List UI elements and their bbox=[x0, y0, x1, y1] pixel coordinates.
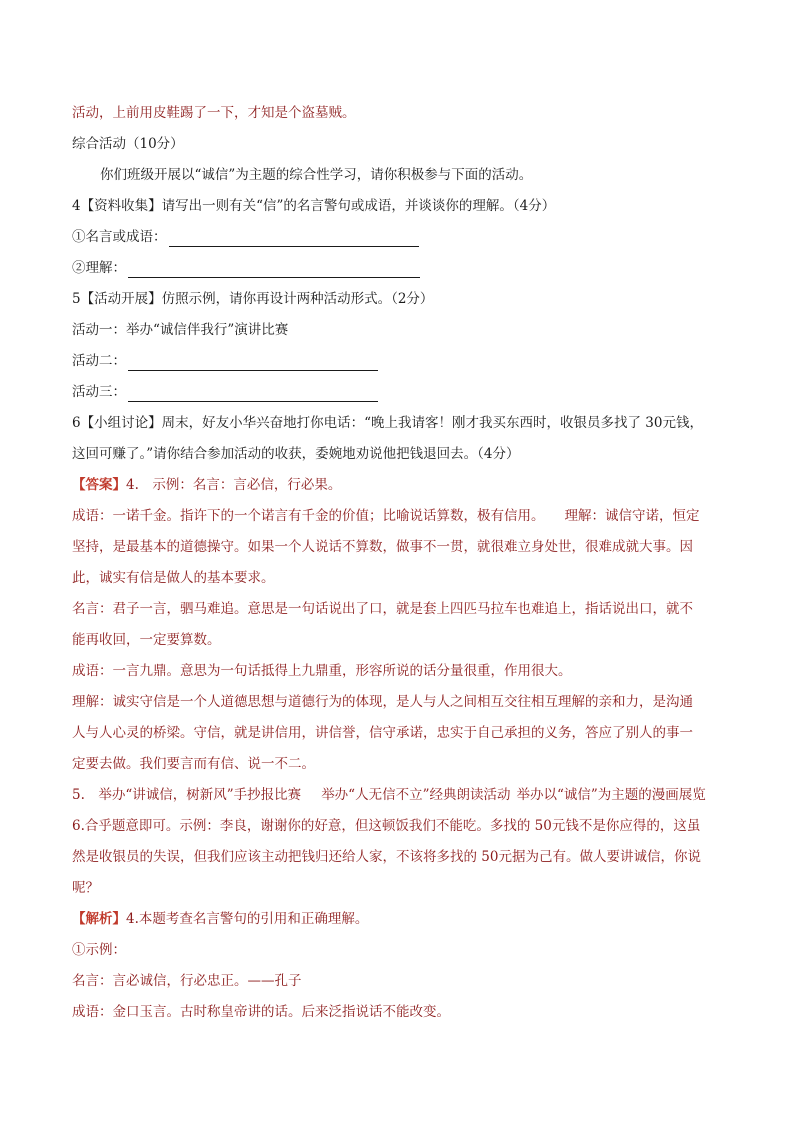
answer-blank[interactable] bbox=[128, 383, 378, 402]
answer-text: 然是收银员的失误，但我们应该主动把钱归还给人家，不该将多找的 50元据为己有。做人要讲诚信，你说 bbox=[72, 849, 701, 865]
answer-text: 理解：诚实守信是一个人道德思想与道德行为的体现，是人与人之间相互交往相互理解的亲和力，是沟通 bbox=[72, 694, 693, 710]
activity-label: 活动二： bbox=[72, 353, 126, 369]
answer-text: 能再收回，一定要算数。 bbox=[72, 632, 221, 648]
answer-text: 5. 举办“讲诚信，树新风”手抄报比赛 举办“人无信不立”经典朗读活动 举办以“诚信”为主题的漫画展览 bbox=[72, 787, 706, 803]
question-4: 4【资料收集】请写出一则有关“信”的名言警句或成语，并谈谈你的理解。（4分） bbox=[72, 198, 556, 214]
answer-line-1 bbox=[72, 222, 724, 253]
answer-blank[interactable] bbox=[128, 259, 420, 278]
question-6-cont: 这回可赚了。”请你结合参加活动的收获，委婉地劝说他把钱退回去。（4分） bbox=[72, 446, 520, 462]
analysis-tag: 【解析】 bbox=[72, 911, 126, 927]
section-heading: 综合活动（10分） bbox=[72, 136, 184, 152]
answer-heading: 【答案】4. 示例：名言：言必信，行必果。 bbox=[72, 477, 342, 493]
answer-label: ①名言或成语： bbox=[72, 229, 167, 245]
activity-example: 活动一：举办“诚信伴我行”演讲比赛 bbox=[72, 322, 289, 338]
answer-text: 名言：君子一言，驷马难追。意思是一句话说出了口，就是套上四匹马拉车也难追上，指话说出口，就不 bbox=[72, 601, 693, 617]
answer-text: 定要去做。我们要言而有信、说一不二。 bbox=[72, 756, 315, 772]
question-6: 6【小组讨论】周末，好友小华兴奋地打你电话：“晚上我请客！刚才我买东西时，收银员多找了 30元钱， bbox=[72, 415, 703, 431]
document-page bbox=[72, 98, 724, 1028]
activity-line-3 bbox=[72, 377, 724, 408]
answer-line-2 bbox=[72, 253, 724, 284]
answer-text: 人与人心灵的桥梁。守信，就是讲信用，讲信誉，信守承诺，忠实于自己承担的义务，答应了别人的事一 bbox=[72, 725, 693, 741]
answer-text: 成语：一诺千金。指许下的一个诺言有千金的价值；比喻说话算数，极有信用。 理解：诚信守诺，恒定 bbox=[72, 508, 700, 524]
answer-text: 呢？ bbox=[72, 880, 99, 896]
analysis-text: 成语：金口玉言。古时称皇帝讲的话。后来泛指说话不能改变。 bbox=[72, 1004, 450, 1020]
question-5: 5【活动开展】仿照示例，请你再设计两种活动形式。（2分） bbox=[72, 291, 434, 307]
activity-line-2 bbox=[72, 346, 724, 377]
answer-text: 成语：一言九鼎。意思为一句话抵得上九鼎重，形容所说的话分量很重，作用很大。 bbox=[72, 663, 572, 679]
text-line: 活动，上前用皮鞋踢了一下，才知是个盗墓贼。 bbox=[72, 105, 356, 121]
answer-blank[interactable] bbox=[169, 228, 419, 247]
analysis-text: 名言：言必诚信，行必忠正。——孔子 bbox=[72, 973, 302, 989]
answer-label: ②理解： bbox=[72, 260, 126, 276]
analysis-text: ①示例： bbox=[72, 942, 126, 958]
activity-label: 活动三： bbox=[72, 384, 126, 400]
answer-text: 6.合乎题意即可。示例：李良，谢谢你的好意，但这顿饭我们不能吃。多找的 50元钱不是你应得的，这虽 bbox=[72, 818, 701, 834]
answer-text: 坚持，是最基本的道德操守。如果一个人说话不算数，做事不一贯，就很难立身处世，很难成就大事。因 bbox=[72, 539, 693, 555]
answer-text: 此，诚实有信是做人的基本要求。 bbox=[72, 570, 275, 586]
instruction-text: 你们班级开展以“诚信”为主题的综合性学习，请你积极参与下面的活动。 bbox=[100, 167, 533, 183]
answer-tag: 【答案】 bbox=[72, 477, 126, 493]
answer-blank[interactable] bbox=[128, 352, 378, 371]
analysis-heading: 【解析】4.本题考查名言警句的引用和正确理解。 bbox=[72, 911, 369, 927]
